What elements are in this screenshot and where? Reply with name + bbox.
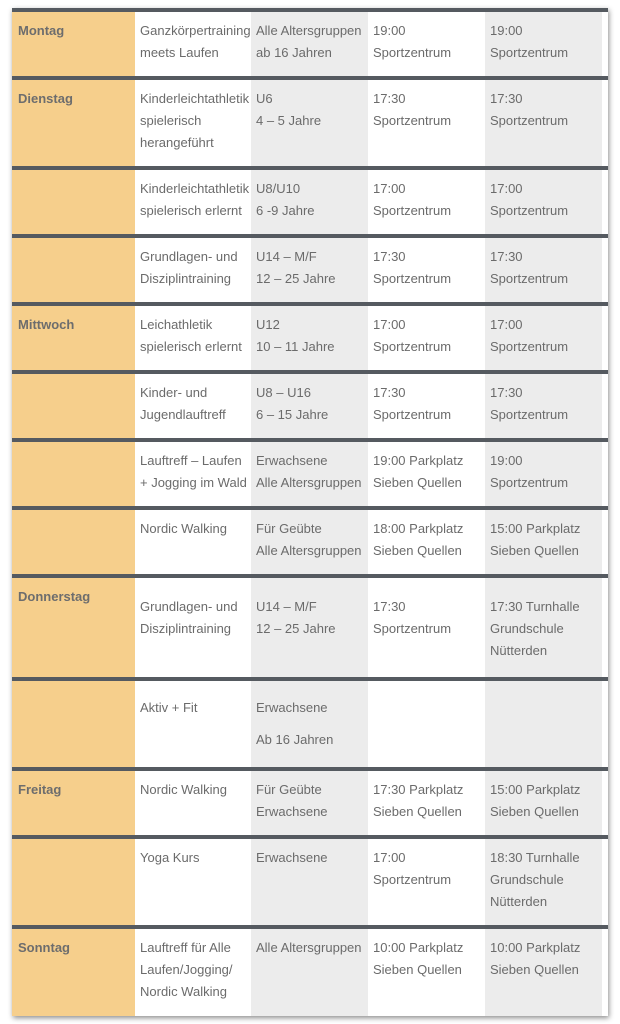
time-cell: 18:00 Parkplatz Sieben Quellen [368,510,485,574]
group-cell: U12 10 – 11 Jahre [251,306,368,370]
table-row [12,166,608,234]
course-cell: Nordic Walking [135,771,251,835]
time-cell: 17:00 Sportzentrum [485,170,602,234]
group-cell: Für Geübte Erwachsene [251,771,368,835]
time-cell: 17:00 Sportzentrum [485,306,602,370]
course-cell: Lauftreff – Laufen + Jogging im Wald [135,442,251,506]
day-cell: Mittwoch [12,306,135,370]
table-row [12,767,608,835]
day-cell [12,238,135,302]
day-cell [12,374,135,438]
row-edge [602,839,608,925]
row-edge [602,578,608,677]
group-cell: U8 – U16 6 – 15 Jahre [251,374,368,438]
table-row [12,677,608,767]
time-cell: 19:00 Sportzentrum [485,12,602,76]
group-cell: Alle Altersgruppen [251,929,368,1016]
day-cell: Freitag [12,771,135,835]
group-cell: Erwachsene [251,839,368,925]
time-cell: 17:00 Sportzentrum [368,839,485,925]
time-cell: 15:00 Parkplatz Sieben Quellen [485,510,602,574]
table-row [12,8,608,76]
day-cell [12,681,135,767]
course-cell: Kinder- und Jugendlauftreff [135,374,251,438]
time-cell: 17:30 Sportzentrum [368,578,485,677]
course-cell: Nordic Walking [135,510,251,574]
table-row [12,925,608,1016]
group-cell: Für Geübte Alle Altersgruppen [251,510,368,574]
time-cell: 17:30 Sportzentrum [485,80,602,166]
table-row [12,835,608,925]
time-cell: 19:00 Sportzentrum [368,12,485,76]
row-edge [602,374,608,438]
row-edge [602,306,608,370]
row-edge [602,681,608,767]
schedule-table [12,8,608,1016]
day-cell: Sonntag [12,929,135,1016]
course-cell: Ganzkörpertraining meets Laufen [135,12,251,76]
table-row [12,574,608,677]
day-cell [12,839,135,925]
day-cell [12,442,135,506]
time-cell: 17:30 Sportzentrum [485,374,602,438]
course-cell: Lauftreff für Alle Laufen/Jogging/ Nordic Walking [135,929,251,1016]
day-cell: Dienstag [12,80,135,166]
table-row [12,506,608,574]
day-cell [12,170,135,234]
row-edge [602,929,608,1016]
group-cell: Erwachsene Ab 16 Jahren [251,681,368,767]
time-cell: 17:30 Sportzentrum [368,374,485,438]
course-cell: Grundlagen- und Disziplintraining [135,238,251,302]
row-edge [602,442,608,506]
time-cell: 17:30 Parkplatz Sieben Quellen [368,771,485,835]
course-cell: Leichathletik spielerisch erlernt [135,306,251,370]
time-cell: 18:30 Turnhalle Grundschule Nütterden [485,839,602,925]
row-edge [602,771,608,835]
group-cell: U14 – M/F 12 – 25 Jahre [251,578,368,677]
time-cell: 10:00 Parkplatz Sieben Quellen [368,929,485,1016]
time-cell: 10:00 Parkplatz Sieben Quellen [485,929,602,1016]
course-cell: Aktiv + Fit [135,681,251,767]
row-edge [602,12,608,76]
row-edge [602,510,608,574]
group-cell: Erwachsene Alle Altersgruppen [251,442,368,506]
table-row [12,302,608,370]
time-cell: 17:30 Sportzentrum [368,80,485,166]
time-cell: 15:00 Parkplatz Sieben Quellen [485,771,602,835]
table-row [12,370,608,438]
group-cell: U8/U10 6 -9 Jahre [251,170,368,234]
course-cell: Kinderleichtathletik spielerisch herangeführt [135,80,251,166]
time-cell: 19:00 Parkplatz Sieben Quellen [368,442,485,506]
course-cell: Yoga Kurs [135,839,251,925]
course-cell: Kinderleichtathletik spielerisch erlernt [135,170,251,234]
row-edge [602,170,608,234]
time-cell: 19:00 Sportzentrum [485,442,602,506]
group-cell: U6 4 – 5 Jahre [251,80,368,166]
course-cell: Grundlagen- und Disziplintraining [135,578,251,677]
day-cell: Donnerstag [12,578,135,677]
group-cell: U14 – M/F 12 – 25 Jahre [251,238,368,302]
day-cell [12,510,135,574]
day-cell: Montag [12,12,135,76]
table-row [12,76,608,166]
time-cell: 17:30 Sportzentrum [485,238,602,302]
time-cell [485,681,602,767]
group-cell: Alle Altersgruppen ab 16 Jahren [251,12,368,76]
table-row [12,234,608,302]
time-cell: 17:00 Sportzentrum [368,306,485,370]
time-cell [368,681,485,767]
time-cell: 17:00 Sportzentrum [368,170,485,234]
row-edge [602,80,608,166]
row-edge [602,238,608,302]
time-cell: 17:30 Turnhalle Grundschule Nütterden [485,578,602,677]
table-row [12,438,608,506]
time-cell: 17:30 Sportzentrum [368,238,485,302]
